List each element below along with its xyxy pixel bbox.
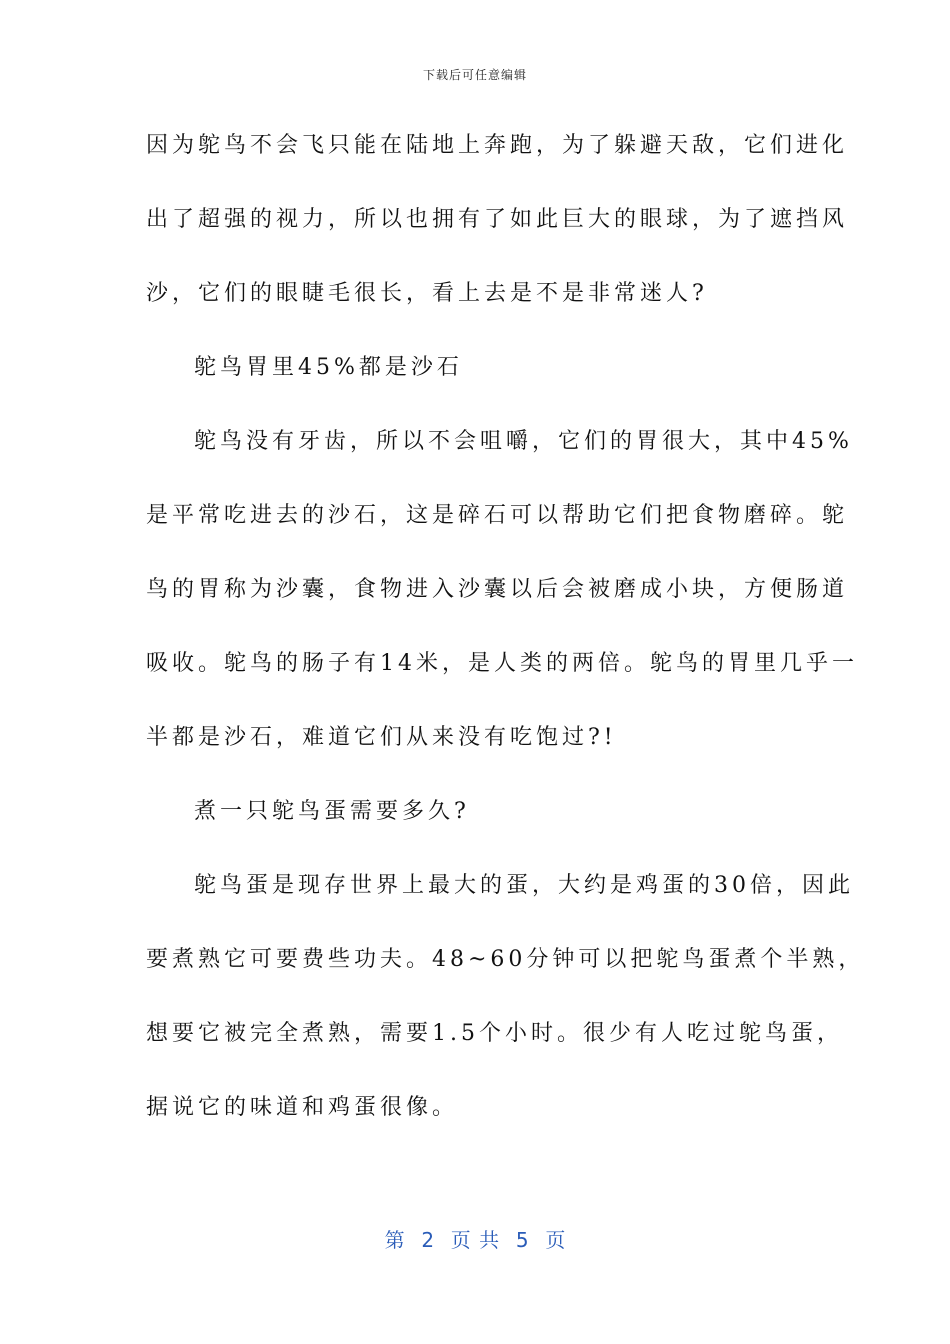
- header-note: 下载后可任意编辑: [422, 68, 527, 82]
- body-line: 因为鸵鸟不会飞只能在陆地上奔跑，为了躲避天敌，它们进化: [146, 133, 849, 158]
- body-line: 半都是沙石，难道它们从来没有吃饱过?!: [146, 725, 617, 750]
- body-line: 鸵鸟胃里45%都是沙石: [194, 355, 463, 380]
- body-line: 沙，它们的眼睫毛很长，看上去是不是非常迷人?: [146, 281, 708, 306]
- body-line: 鸟的胃称为沙囊，食物进入沙囊以后会被磨成小块，方便肠道: [146, 577, 849, 602]
- body-line: 要煮熟它可要费些功夫。48~60分钟可以把鸵鸟蛋煮个半熟，: [146, 947, 865, 972]
- page-number-label: 第 2 页 共 5 页: [384, 1228, 566, 1252]
- body-line: 鸵鸟蛋是现存世界上最大的蛋，大约是鸡蛋的30倍，因此: [194, 873, 854, 898]
- page-number-footer: [0, 1224, 950, 1253]
- body-line: 吸收。鸵鸟的肠子有14米，是人类的两倍。鸵鸟的胃里几乎一: [146, 651, 858, 676]
- body-line: 是平常吃进去的沙石，这是碎石可以帮助它们把食物磨碎。鸵: [146, 503, 849, 528]
- document-body: [146, 126, 865, 1162]
- body-line: 出了超强的视力，所以也拥有了如此巨大的眼球，为了遮挡风: [146, 207, 849, 232]
- body-line: 想要它被完全煮熟，需要1.5个小时。很少有人吃过鸵鸟蛋，: [146, 1021, 843, 1046]
- body-line: 煮一只鸵鸟蛋需要多久?: [194, 799, 470, 824]
- body-line: 据说它的味道和鸡蛋很像。: [146, 1095, 459, 1120]
- body-line: 鸵鸟没有牙齿，所以不会咀嚼，它们的胃很大，其中45%: [194, 429, 853, 454]
